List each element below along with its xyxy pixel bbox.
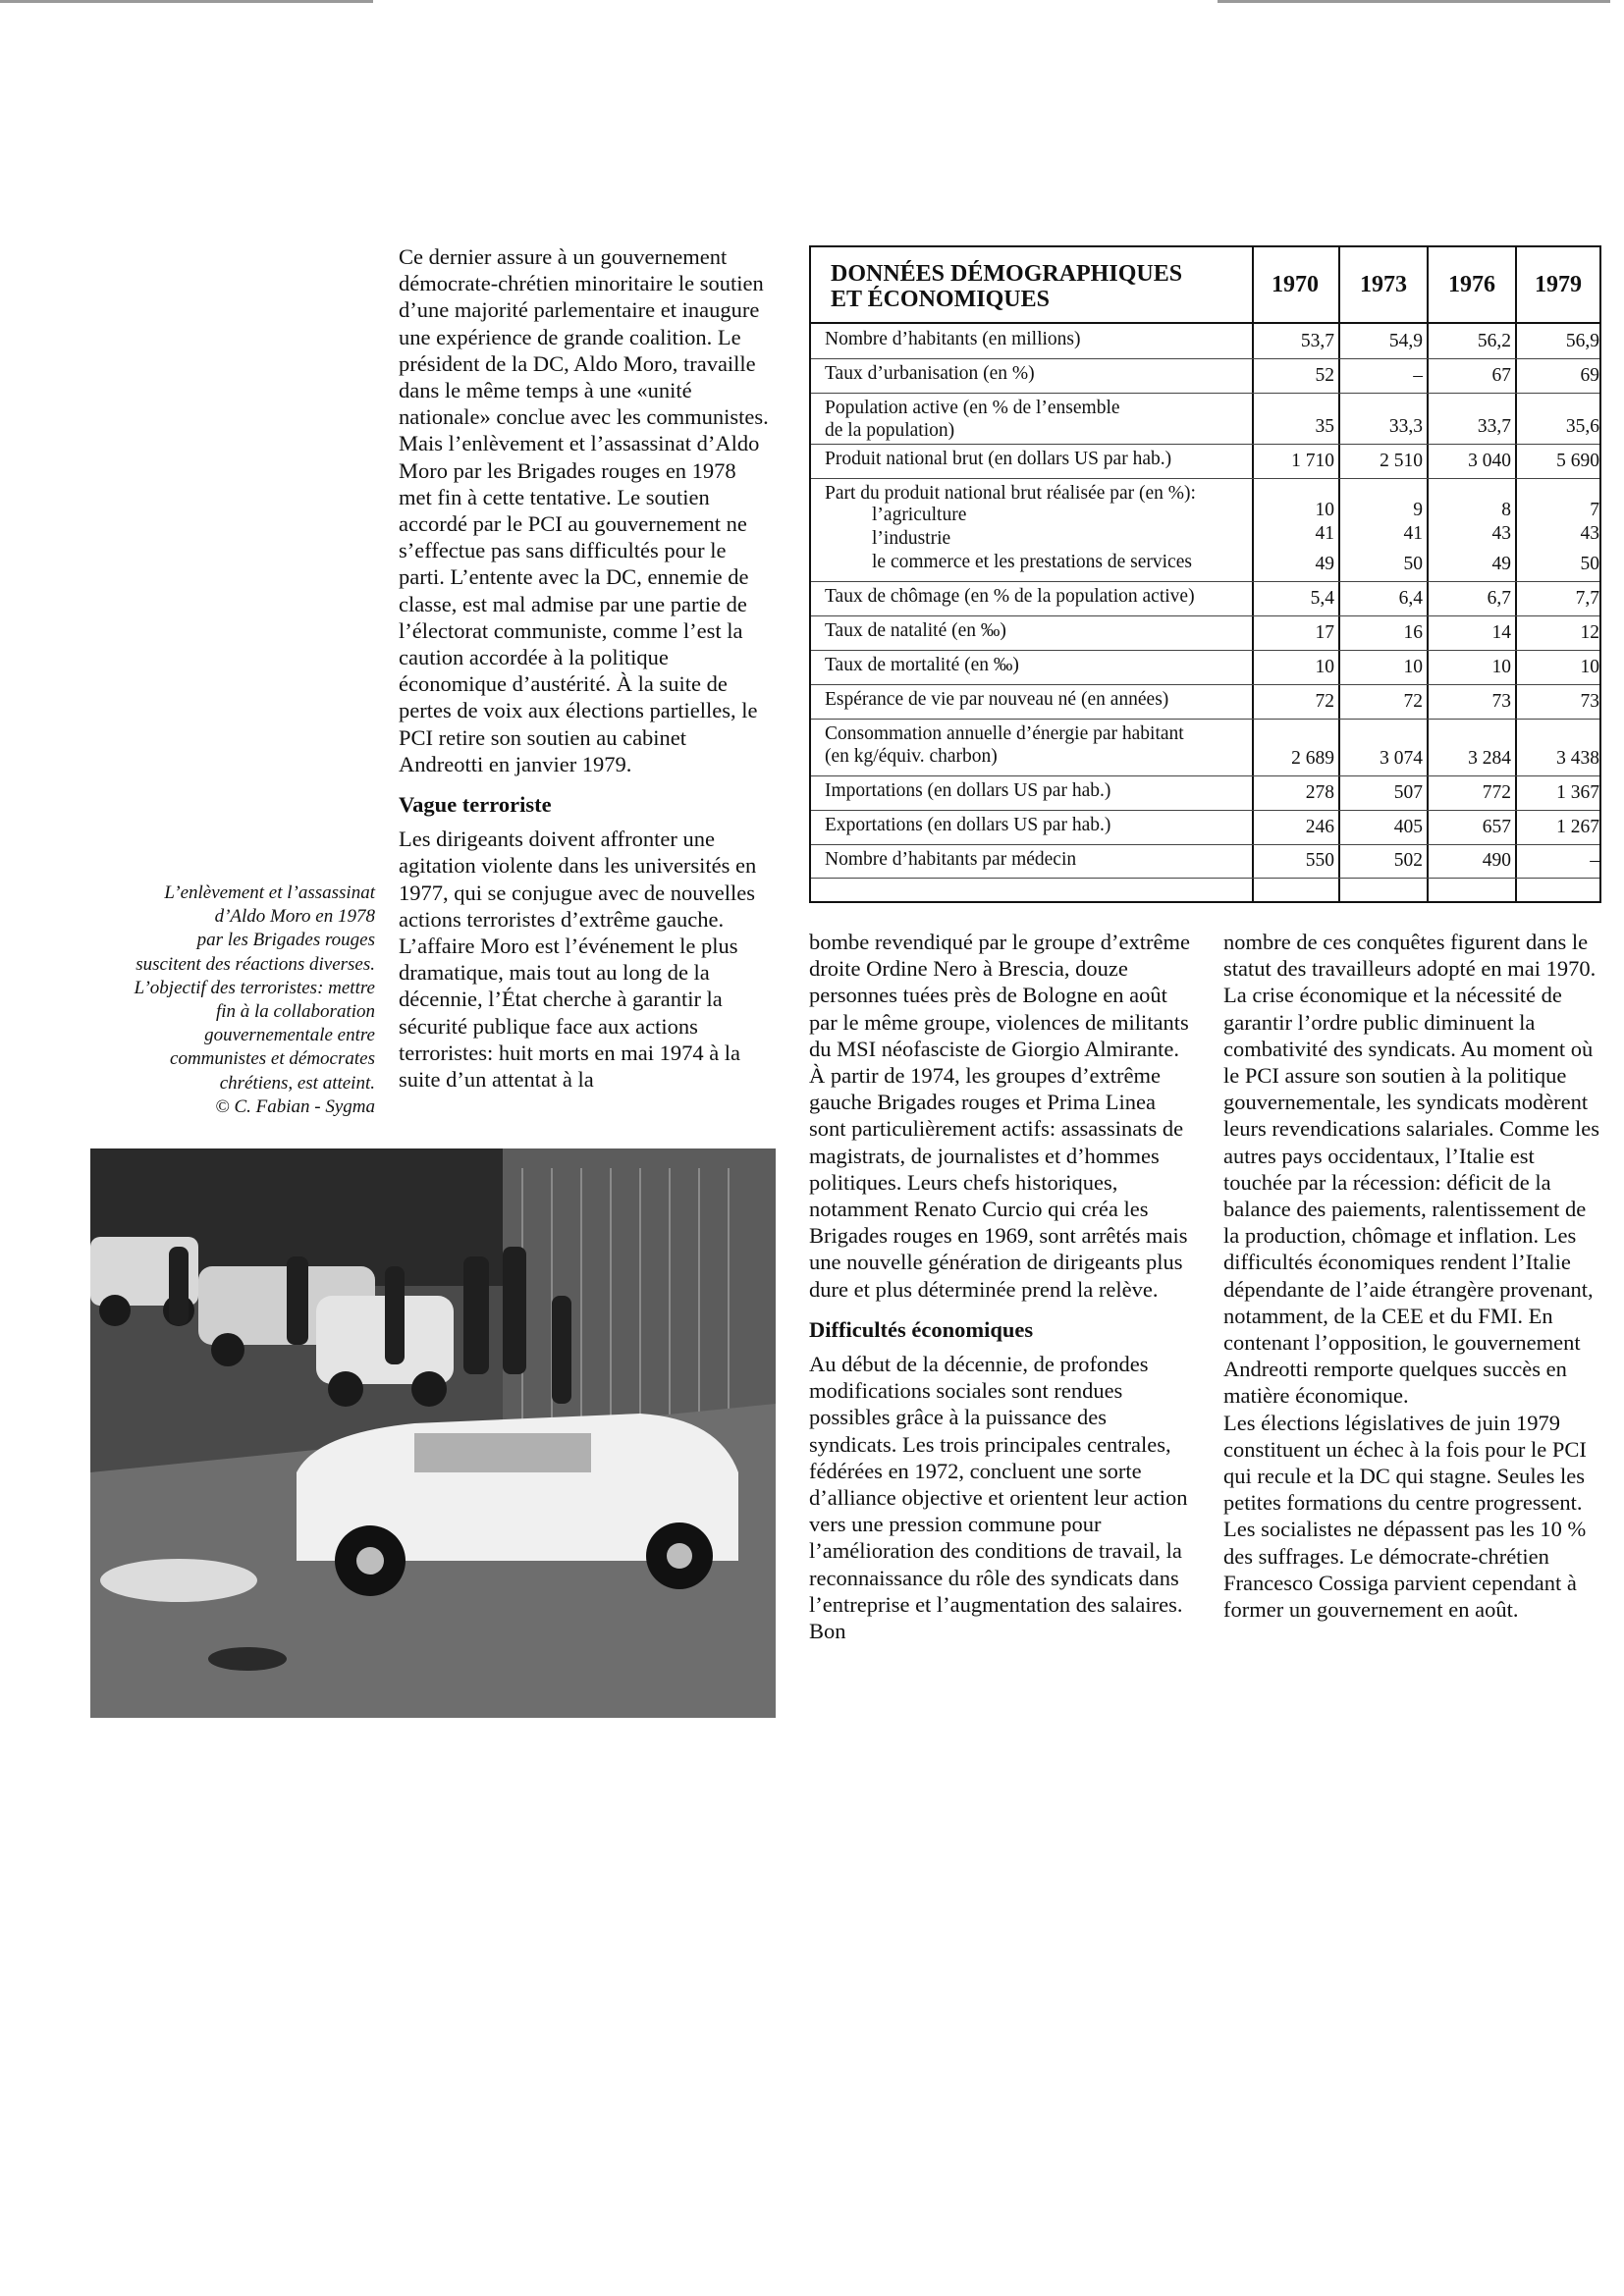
table-row <box>811 615 1599 651</box>
table-row <box>811 719 1599 776</box>
paragraph: nombre de ces conquêtes figurent dans le statut des travailleurs adopté en mai 1970. La crise économique et la nécessité de garantir l’ordre public diminuent la combativité des syndicats. Au moment où le PCI assure son soutien à la politique gouvernementale, les syndicats modèrent leurs revendications salariales. Comme les autres pays occidentaux, l’Italie est touchée par la récession: déficit de la balance des paiements, ralentissement de la production, chômage et inflation. Les difficultés économiques rendent l’Italie dépendante de l’aide étrangère provenant, notamment, de la CEE et du FMI. En contenant l’opposition, le gouvernement Andreotti remporte quelques succès en matière économique. <box>1223 930 1600 1409</box>
table-cell: 657 <box>1482 817 1511 837</box>
table-cell: 10 <box>1403 657 1423 677</box>
table-cell: 246 <box>1305 817 1334 837</box>
table-cell: 7 <box>1590 500 1599 520</box>
table-cell: 772 <box>1482 782 1511 803</box>
table-cell: 9 <box>1413 500 1423 520</box>
row-label: Taux de mortalité (en ‰) <box>825 655 1019 675</box>
table-row <box>811 684 1599 720</box>
table-row <box>811 393 1599 445</box>
table-cell: 5 690 <box>1556 451 1599 471</box>
scan-edge-mark <box>1218 0 1610 3</box>
table-cell: 507 <box>1393 782 1423 803</box>
row-label: Taux de natalité (en ‰) <box>825 620 1006 641</box>
row-label: Espérance de vie par nouveau né (en années) <box>825 689 1169 710</box>
row-label: l’industrie <box>872 528 951 549</box>
table-cell: 69 <box>1580 365 1599 386</box>
paragraph: Les élections législatives de juin 1979 constituent un échec à la fois pour le PCI qui recule et la DC qui stagne. Seules les petites formations du centre progressent. Les socialistes ne dépassent pas les 10 % des suffrages. Le démocrate-chrétien Francesco Cossiga parvient cependant à former un gouvernement en août. <box>1223 1410 1587 1623</box>
table-cell: 53,7 <box>1300 331 1334 351</box>
table-cell: 73 <box>1580 691 1599 712</box>
paragraph: bombe revendiqué par le groupe d’extrême droite Ordine Nero à Brescia, douze personnes tuées près de Bologne en août par le même groupe, violences de militants du MSI néofasciste de Giorgio Almirante. À partir de 1974, les groupes d’extrême gauche Brigades rouges et Prima Linea sont particulièrement actifs: assassinats de magistrats, de journalistes et d’hommes politiques. Leurs chefs historiques, notamment Renato Curcio qui créa les Brigades rouges en 1969, sont arrêtés mais une nouvelle génération de dirigeants plus dure et plus déterminée prend la relève. <box>809 930 1190 1302</box>
year-header: 1976 <box>1448 271 1495 297</box>
table-cell: 16 <box>1403 622 1423 643</box>
paragraph: Au début de la décennie, de profondes modifications sociales sont rendues possibles grâce à la puissance des syndicats. Les trois principales centrales, fédérées en 1972, concluent une sorte d’alliance objective et orientent leur action vers une pression commune pour l’amélioration des conditions de travail, la reconnaissance du rôle des syndicats dans l’entreprise et l’augmentation des salaires. Bon <box>809 1352 1188 1644</box>
table-row <box>811 324 1599 359</box>
row-label: Taux d’urbanisation (en %) <box>825 363 1035 384</box>
table-cell: 1 267 <box>1556 817 1599 837</box>
table-cell: 3 074 <box>1380 748 1423 769</box>
table-cell: 43 <box>1580 523 1599 544</box>
table-cell: – <box>1413 365 1423 386</box>
table-cell: 5,4 <box>1310 588 1334 609</box>
table-row <box>811 581 1599 616</box>
year-header: 1979 <box>1535 271 1582 297</box>
table-title: DONNÉES DÉMOGRAPHIQUES ET ÉCONOMIQUES <box>831 261 1183 312</box>
table-cell: 54,9 <box>1388 331 1423 351</box>
row-label: le commerce et les prestations de services <box>872 552 1192 572</box>
table-cell: 41 <box>1403 523 1423 544</box>
table-cell: 17 <box>1315 622 1334 643</box>
article-column-2 <box>809 929 1192 1644</box>
table-cell: 7,7 <box>1575 588 1599 609</box>
table-cell: 550 <box>1305 850 1334 871</box>
table-row <box>811 775 1599 811</box>
table-row <box>811 551 1599 582</box>
table-cell: 2 510 <box>1380 451 1423 471</box>
year-header: 1970 <box>1272 271 1319 297</box>
table-cell: 6,4 <box>1398 588 1423 609</box>
table-cell: 56,2 <box>1477 331 1511 351</box>
row-label: Population active (en % de l’ensemble de la population) <box>825 398 1120 441</box>
row-label: Nombre d’habitants par médecin <box>825 849 1077 870</box>
table-cell: – <box>1590 850 1599 871</box>
paragraph: Les dirigeants doivent affronter une agitation violente dans les universités en 1977, qui se conjugue avec de nouvelles actions terroristes d’extrême gauche. L’affaire Moro est l’événement le plus dramatique, mais tout au long de la décennie, l’État cherche à garantir la sécurité publique face aux actions terroristes: huit morts en mai 1974 à la suite d’un attentat à la <box>399 827 757 1093</box>
table-cell: 56,9 <box>1565 331 1599 351</box>
table-cell: 2 689 <box>1291 748 1334 769</box>
article-column-3 <box>1223 929 1606 1623</box>
table-cell: 3 040 <box>1468 451 1511 471</box>
row-label: Nombre d’habitants (en millions) <box>825 329 1081 349</box>
table-row <box>811 650 1599 685</box>
table-cell: 49 <box>1491 554 1511 574</box>
paragraph: Ce dernier assure à un gouvernement démocrate-chrétien minoritaire le soutien d’une majorité parlementaire et inaugure une expérience de grande coalition. Le président de la DC, Aldo Moro, travaille dans le même temps à une «unité nationale» conclue avec les communistes. Mais l’enlèvement et l’assassinat d’Aldo Moro par les Brigades rouges en 1978 met fin à cette tentative. Le soutien accordé par le PCI au gouvernement ne s’effectue pas sans difficultés pour le parti. L’entente avec la DC, ennemie de classe, est mal admise par une partie de l’électorat communiste, comme l’est la caution accordée à la politique économique d’austérité. À la suite de pertes de voix aux élections partielles, le PCI retire son soutien au cabinet Andreotti en janvier 1979. <box>399 244 769 776</box>
photo-credit: © C. Fabian - Sygma <box>215 1095 375 1117</box>
table-cell: 490 <box>1482 850 1511 871</box>
table-cell: 12 <box>1580 622 1599 643</box>
table-row <box>811 523 1599 551</box>
table-cell: 3 438 <box>1556 748 1599 769</box>
table-cell: 41 <box>1315 523 1334 544</box>
table-cell: 72 <box>1315 691 1334 712</box>
table-cell: 43 <box>1491 523 1511 544</box>
table-cell: 50 <box>1403 554 1423 574</box>
table-cell: 405 <box>1393 817 1423 837</box>
table-cell: 52 <box>1315 365 1334 386</box>
table-row <box>811 844 1599 879</box>
table-cell: 33,7 <box>1477 416 1511 437</box>
table-cell: 10 <box>1315 657 1334 677</box>
table-row <box>811 358 1599 394</box>
row-label: Part du produit national brut réalisée par (en %): <box>825 483 1196 504</box>
row-label: Taux de chômage (en % de la population active) <box>825 586 1195 607</box>
table-cell: 3 284 <box>1468 748 1511 769</box>
article-column-1 <box>399 243 772 1093</box>
table-cell: 35,6 <box>1565 416 1599 437</box>
table-cell: 50 <box>1580 554 1599 574</box>
table-cell: 10 <box>1580 657 1599 677</box>
photo-caption <box>90 881 375 1119</box>
table-cell: 10 <box>1315 500 1334 520</box>
table-cell: 8 <box>1501 500 1511 520</box>
table-cell: 10 <box>1491 657 1511 677</box>
table-cell: 278 <box>1305 782 1334 803</box>
row-label: Importations (en dollars US par hab.) <box>825 780 1111 801</box>
caption-text: L’enlèvement et l’assassinat d’Aldo Moro en 1978 par les Brigades rouges suscitent des réactions diverses. L’objectif des terroristes: mettre fin à la collaboration gouvernementale entre communistes et démocrates chrétiens, est atteint. <box>134 882 375 1094</box>
section-heading: Difficultés économiques <box>809 1316 1034 1342</box>
row-label: Exportations (en dollars US par hab.) <box>825 815 1111 835</box>
year-header: 1973 <box>1360 271 1407 297</box>
scan-edge-mark <box>0 0 373 3</box>
table-cell: 6,7 <box>1487 588 1511 609</box>
row-label: l’agriculture <box>872 505 967 525</box>
table-row <box>811 810 1599 845</box>
row-label: Consommation annuelle d’énergie par habitant (en kg/équiv. charbon) <box>825 723 1184 767</box>
row-label: Produit national brut (en dollars US par hab.) <box>825 449 1172 469</box>
table-header <box>811 247 1599 324</box>
table-cell: 49 <box>1315 554 1334 574</box>
table-cell: 1 367 <box>1556 782 1599 803</box>
table-cell: 35 <box>1315 416 1334 437</box>
table-cell: 14 <box>1491 622 1511 643</box>
table-row <box>811 444 1599 479</box>
table-cell: 33,3 <box>1388 416 1423 437</box>
news-photo <box>90 1148 776 1718</box>
table-cell: 502 <box>1393 850 1423 871</box>
table-cell: 73 <box>1491 691 1511 712</box>
table-cell: 1 710 <box>1291 451 1334 471</box>
economic-data-table <box>809 245 1601 903</box>
table-cell: 67 <box>1491 365 1511 386</box>
section-heading: Vague terroriste <box>399 792 552 818</box>
table-cell: 72 <box>1403 691 1423 712</box>
